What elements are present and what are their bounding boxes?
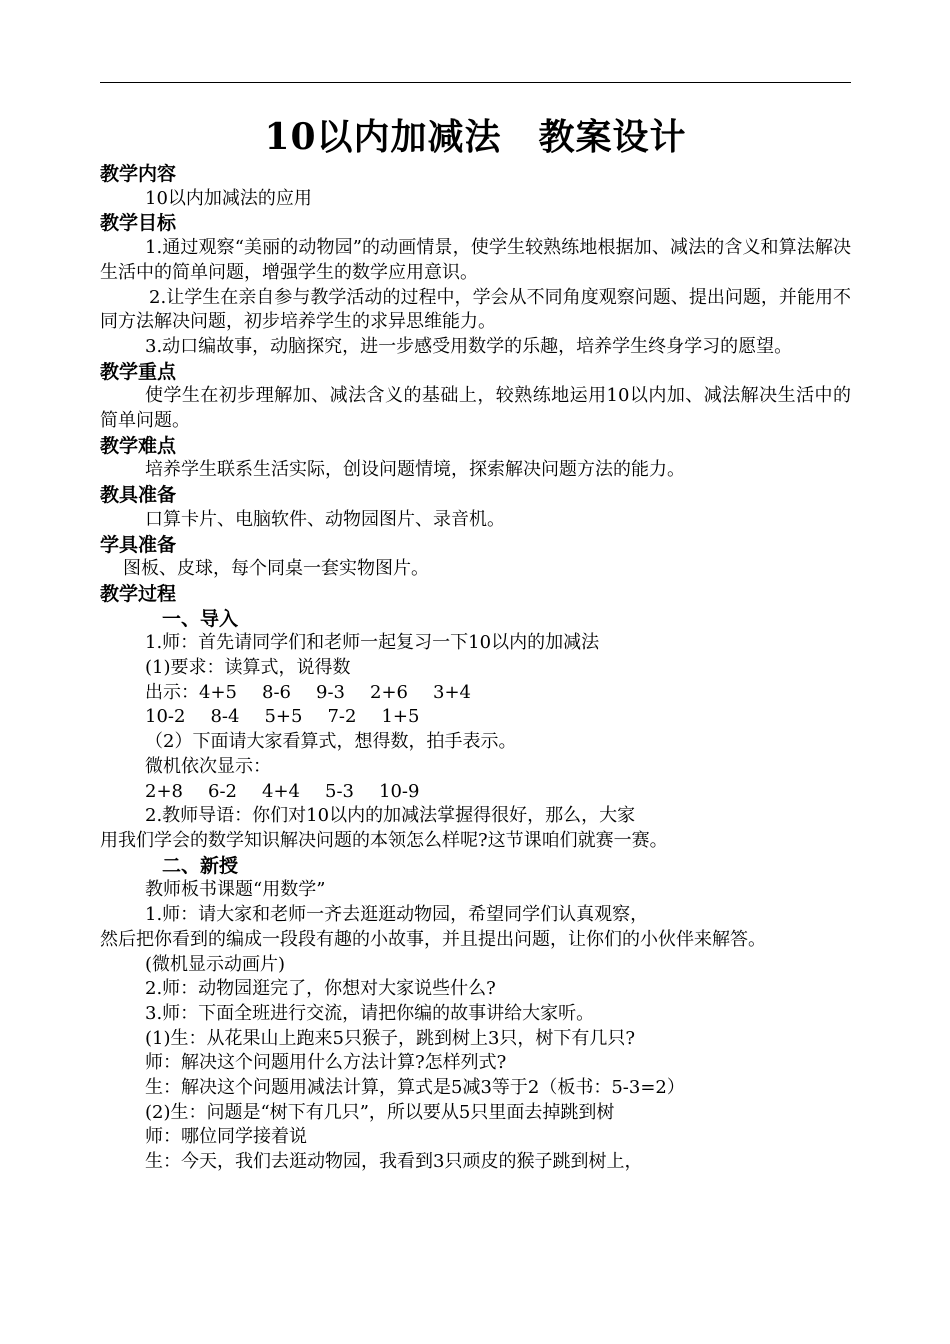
- expr: 1+5: [381, 706, 420, 728]
- p1-line1: 1.师：首先请同学们和老师一起复习一下10以内的加减法: [145, 632, 600, 654]
- p1-line6: 用我们学会的数学知识解决问题的本领怎么样呢?这节课咱们就赛一赛。: [100, 829, 668, 851]
- section-heading-student-tools: 学具准备: [100, 533, 177, 556]
- expr: 10-2: [145, 706, 186, 728]
- expr: 7-2: [327, 706, 357, 728]
- section-heading-tools: 教具准备: [100, 484, 177, 507]
- p2-line8: 师：解决这个问题用什么方法计算?怎样列式?: [145, 1052, 507, 1074]
- p2-line1: 教师板书课题“用数学”: [145, 879, 326, 901]
- section-heading-goals: 教学目标: [100, 212, 177, 235]
- p2-line10: (2)生：问题是“树下有几只”，所以要从5只里面去掉跳到树: [145, 1101, 615, 1123]
- expr: 10-9: [379, 780, 420, 802]
- section-heading-difficulty: 教学难点: [100, 434, 177, 457]
- content-text: 10以内加减法的应用: [145, 187, 312, 209]
- p1-row1: [100, 681, 851, 706]
- expr: 4+4: [262, 780, 300, 802]
- section-heading-key: 教学重点: [100, 360, 177, 383]
- expr: 9-3: [316, 681, 345, 703]
- expr: 3+4: [433, 681, 471, 703]
- p2-line6: 3.师：下面全班进行交流，请把你编的故事讲给大家听。: [145, 1002, 595, 1024]
- p2-line5: 2.师：动物园逛完了，你想对大家说些什么?: [145, 978, 496, 1000]
- p2-line7: (1)生：从花果山上跑来5只猴子，跳到树上3只，树下有几只?: [145, 1027, 636, 1049]
- p1-line5: 2.教师导语：你们对10以内的加减法掌握得很好，那么，大家: [145, 805, 636, 827]
- p2-line2: 1.师：请大家和老师一齐去逛逛动物园，希望同学们认真观察，: [145, 904, 649, 926]
- part2-heading: 二、新授: [162, 854, 239, 877]
- p2-line9: 生：解决这个问题用减法计算，算式是5减3等于2（板书：5-3=2）: [145, 1077, 685, 1099]
- p1-line3: （2）下面请大家看算式，想得数，拍手表示。: [145, 731, 517, 753]
- goal-3: 3.动口编故事，动脑探究，进一步感受用数学的乐趣，培养学生终身学习的愿望。: [145, 335, 793, 357]
- part1-heading: 一、导入: [162, 607, 239, 630]
- p2-line3: 然后把你看到的编成一段段有趣的小故事，并且提出问题，让你们的小伙伴来解答。: [100, 928, 766, 950]
- expr: 5+5: [264, 706, 303, 728]
- expr: 8-6: [262, 681, 291, 703]
- section-heading-content: 教学内容: [100, 163, 177, 185]
- p2-line12: 生：今天，我们去逛动物园，我看到3只顽皮的猴子跳到树上，: [145, 1151, 643, 1173]
- goal-1: 1.通过观察“美丽的动物园”的动画情景，使学生较熟练地根据加、减法的含义和算法解决生活中的简单问题，增强学生的数学应用意识。: [100, 237, 851, 283]
- show-label: 出示：: [145, 681, 199, 703]
- difficulty-text: 培养学生联系生活实际，创设问题情境，探索解决问题方法的能力。: [145, 459, 685, 481]
- expr: 8-4: [210, 706, 240, 728]
- p1-row3: [100, 780, 851, 805]
- expr: 6-2: [208, 780, 237, 802]
- key-text: 使学生在初步理解加、减法含义的基础上，较熟练地运用10以内加、减法解决生活中的简单问题。: [100, 385, 851, 432]
- p1-line2: (1)要求：读算式，说得数: [145, 657, 351, 679]
- student-tools-text: 图板、皮球，每个同桌一套实物图片。: [123, 558, 429, 580]
- expr: 2+6: [370, 681, 408, 703]
- p1-line4: 微机依次显示：: [145, 755, 271, 777]
- header-rule: [100, 82, 851, 83]
- page-title: 10以内加减法 教案设计: [264, 116, 687, 158]
- document-page: [100, 112, 851, 1175]
- expr: 4+5: [199, 681, 237, 703]
- p1-row2: [100, 705, 851, 730]
- p2-line4: (微机显示动画片): [145, 953, 286, 975]
- section-heading-process: 教学过程: [100, 582, 177, 605]
- p2-line11: 师：哪位同学接着说: [145, 1126, 307, 1148]
- tools-text: 口算卡片、电脑软件、动物园图片、录音机。: [145, 508, 505, 530]
- goal-2: 2.让学生在亲自参与教学活动的过程中，学会从不同角度观察问题、提出问题，并能用不同方法解决问题，初步培养学生的求异思维能力。: [100, 286, 851, 333]
- expr: 2+8: [145, 780, 183, 802]
- expr: 5-3: [325, 780, 354, 802]
